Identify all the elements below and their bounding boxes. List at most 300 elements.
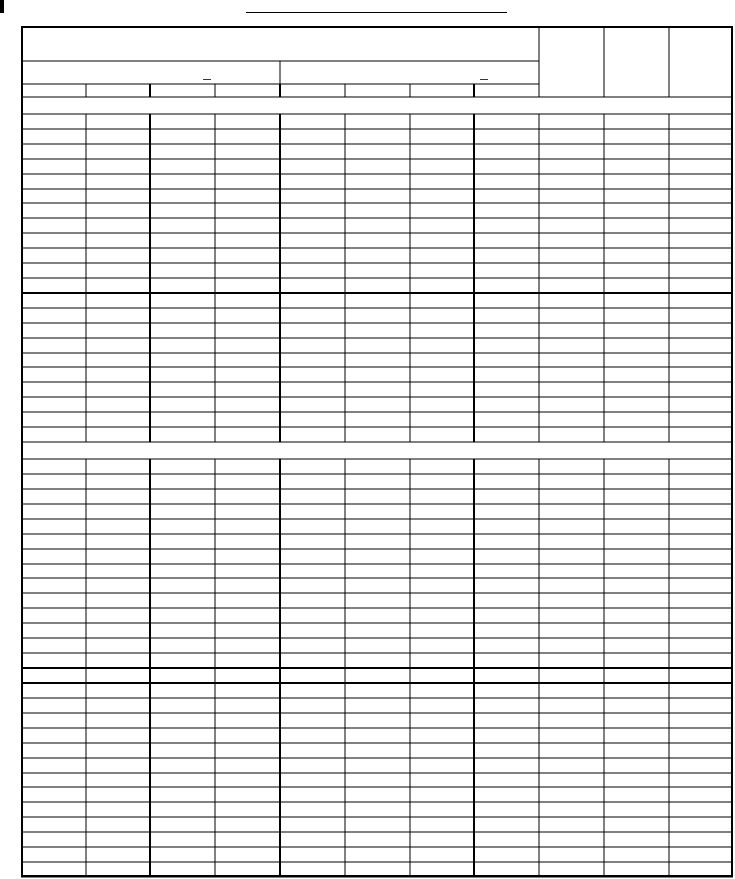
table-cell[interactable] — [669, 549, 733, 564]
table-cell[interactable] — [410, 159, 474, 174]
table-cell[interactable] — [21, 653, 86, 668]
table-cell[interactable] — [604, 847, 669, 862]
table-cell[interactable] — [604, 564, 669, 579]
table-cell[interactable] — [150, 338, 215, 353]
table-cell[interactable] — [150, 474, 215, 489]
table-cell[interactable] — [215, 427, 280, 442]
table-cell[interactable] — [410, 293, 474, 308]
table-cell[interactable] — [474, 248, 539, 263]
table-cell[interactable] — [21, 308, 86, 323]
table-cell[interactable] — [345, 293, 410, 308]
table-cell[interactable] — [21, 787, 86, 802]
table-cell[interactable] — [410, 353, 474, 368]
table-cell[interactable] — [410, 474, 474, 489]
table-cell[interactable] — [474, 787, 539, 802]
table-cell[interactable] — [669, 263, 733, 278]
table-cell[interactable] — [280, 653, 345, 668]
table-cell[interactable] — [539, 144, 604, 159]
table-cell[interactable] — [539, 787, 604, 802]
table-cell[interactable] — [86, 144, 150, 159]
table-cell[interactable] — [604, 338, 669, 353]
table-cell[interactable] — [150, 218, 215, 233]
table-cell[interactable] — [215, 323, 280, 338]
table-cell[interactable] — [345, 308, 410, 323]
table-cell[interactable] — [474, 427, 539, 442]
table-cell[interactable] — [280, 787, 345, 802]
table-cell[interactable] — [474, 758, 539, 773]
table-cell[interactable] — [150, 564, 215, 579]
table-cell[interactable] — [539, 668, 604, 683]
table-cell[interactable] — [150, 263, 215, 278]
table-cell[interactable] — [86, 832, 150, 847]
table-cell[interactable] — [215, 743, 280, 758]
table-cell[interactable] — [539, 233, 604, 248]
table-cell[interactable] — [215, 787, 280, 802]
table-cell[interactable] — [669, 758, 733, 773]
table-cell[interactable] — [215, 519, 280, 534]
table-cell[interactable] — [345, 593, 410, 608]
table-cell[interactable] — [604, 189, 669, 204]
table-cell[interactable] — [345, 174, 410, 189]
table-cell[interactable] — [410, 593, 474, 608]
table-cell[interactable] — [215, 159, 280, 174]
table-cell[interactable] — [21, 218, 86, 233]
table-cell[interactable] — [474, 713, 539, 728]
table-cell[interactable] — [345, 832, 410, 847]
table-cell[interactable] — [410, 367, 474, 382]
table-cell[interactable] — [345, 787, 410, 802]
table-cell[interactable] — [150, 353, 215, 368]
table-cell[interactable] — [21, 549, 86, 564]
table-cell[interactable] — [21, 353, 86, 368]
table-cell[interactable] — [215, 668, 280, 683]
table-cell[interactable] — [474, 174, 539, 189]
table-cell[interactable] — [21, 144, 86, 159]
table-cell[interactable] — [474, 683, 539, 698]
table-cell[interactable] — [410, 397, 474, 412]
table-cell[interactable] — [280, 862, 345, 877]
table-cell[interactable] — [410, 323, 474, 338]
table-cell[interactable] — [539, 353, 604, 368]
table-cell[interactable] — [539, 758, 604, 773]
table-cell[interactable] — [215, 698, 280, 713]
table-cell[interactable] — [604, 534, 669, 549]
table-cell[interactable] — [86, 427, 150, 442]
table-cell[interactable] — [21, 534, 86, 549]
table-cell[interactable] — [410, 504, 474, 519]
table-cell[interactable] — [345, 129, 410, 144]
table-cell[interactable] — [86, 382, 150, 397]
table-cell[interactable] — [150, 698, 215, 713]
table-cell[interactable] — [215, 608, 280, 623]
table-cell[interactable] — [215, 338, 280, 353]
table-cell[interactable] — [474, 397, 539, 412]
table-cell[interactable] — [86, 564, 150, 579]
table-cell[interactable] — [539, 382, 604, 397]
table-cell[interactable] — [669, 412, 733, 427]
table-cell[interactable] — [280, 474, 345, 489]
left-group-fill-field[interactable] — [203, 70, 211, 80]
table-cell[interactable] — [86, 638, 150, 653]
table-cell[interactable] — [280, 578, 345, 593]
table-cell[interactable] — [474, 338, 539, 353]
table-cell[interactable] — [150, 773, 215, 788]
table-cell[interactable] — [410, 189, 474, 204]
table-cell[interactable] — [345, 114, 410, 129]
table-cell[interactable] — [474, 519, 539, 534]
table-cell[interactable] — [539, 773, 604, 788]
table-cell[interactable] — [150, 114, 215, 129]
table-cell[interactable] — [539, 174, 604, 189]
table-cell[interactable] — [474, 189, 539, 204]
table-cell[interactable] — [539, 847, 604, 862]
table-cell[interactable] — [474, 847, 539, 862]
table-cell[interactable] — [150, 758, 215, 773]
table-cell[interactable] — [86, 114, 150, 129]
table-cell[interactable] — [150, 367, 215, 382]
table-cell[interactable] — [215, 504, 280, 519]
table-cell[interactable] — [345, 698, 410, 713]
table-cell[interactable] — [604, 519, 669, 534]
table-cell[interactable] — [539, 593, 604, 608]
table-cell[interactable] — [345, 608, 410, 623]
table-cell[interactable] — [215, 459, 280, 474]
right-group-fill-field[interactable] — [480, 70, 488, 80]
table-cell[interactable] — [345, 683, 410, 698]
table-cell[interactable] — [21, 474, 86, 489]
table-cell[interactable] — [21, 758, 86, 773]
table-cell[interactable] — [604, 802, 669, 817]
table-cell[interactable] — [215, 474, 280, 489]
table-cell[interactable] — [345, 189, 410, 204]
table-cell[interactable] — [345, 668, 410, 683]
table-cell[interactable] — [215, 233, 280, 248]
table-cell[interactable] — [539, 323, 604, 338]
table-cell[interactable] — [21, 817, 86, 832]
table-cell[interactable] — [345, 743, 410, 758]
table-cell[interactable] — [669, 129, 733, 144]
table-cell[interactable] — [280, 698, 345, 713]
table-cell[interactable] — [86, 308, 150, 323]
table-cell[interactable] — [280, 534, 345, 549]
table-cell[interactable] — [21, 248, 86, 263]
table-cell[interactable] — [410, 698, 474, 713]
table-cell[interactable] — [539, 713, 604, 728]
table-cell[interactable] — [215, 189, 280, 204]
table-cell[interactable] — [280, 489, 345, 504]
table-cell[interactable] — [86, 549, 150, 564]
table-cell[interactable] — [21, 668, 86, 683]
table-cell[interactable] — [280, 847, 345, 862]
table-cell[interactable] — [539, 203, 604, 218]
table-cell[interactable] — [539, 474, 604, 489]
table-cell[interactable] — [669, 847, 733, 862]
table-cell[interactable] — [21, 278, 86, 293]
table-cell[interactable] — [280, 367, 345, 382]
table-cell[interactable] — [21, 367, 86, 382]
table-cell[interactable] — [669, 698, 733, 713]
table-cell[interactable] — [150, 248, 215, 263]
table-cell[interactable] — [539, 564, 604, 579]
table-cell[interactable] — [280, 293, 345, 308]
table-cell[interactable] — [86, 203, 150, 218]
table-cell[interactable] — [150, 233, 215, 248]
table-cell[interactable] — [21, 847, 86, 862]
table-cell[interactable] — [539, 338, 604, 353]
table-cell[interactable] — [215, 817, 280, 832]
table-cell[interactable] — [669, 504, 733, 519]
table-cell[interactable] — [150, 293, 215, 308]
table-cell[interactable] — [539, 397, 604, 412]
table-cell[interactable] — [539, 549, 604, 564]
table-cell[interactable] — [539, 159, 604, 174]
table-cell[interactable] — [604, 504, 669, 519]
table-cell[interactable] — [215, 623, 280, 638]
table-cell[interactable] — [604, 623, 669, 638]
table-cell[interactable] — [474, 278, 539, 293]
table-cell[interactable] — [410, 728, 474, 743]
table-cell[interactable] — [474, 578, 539, 593]
table-cell[interactable] — [539, 862, 604, 877]
table-cell[interactable] — [410, 802, 474, 817]
table-cell[interactable] — [474, 353, 539, 368]
table-cell[interactable] — [86, 233, 150, 248]
table-cell[interactable] — [604, 427, 669, 442]
table-cell[interactable] — [150, 519, 215, 534]
table-cell[interactable] — [474, 114, 539, 129]
table-cell[interactable] — [669, 474, 733, 489]
table-cell[interactable] — [539, 129, 604, 144]
table-cell[interactable] — [280, 159, 345, 174]
table-cell[interactable] — [410, 459, 474, 474]
table-cell[interactable] — [539, 114, 604, 129]
table-cell[interactable] — [345, 713, 410, 728]
table-cell[interactable] — [150, 174, 215, 189]
table-cell[interactable] — [345, 847, 410, 862]
table-cell[interactable] — [21, 114, 86, 129]
table-cell[interactable] — [474, 802, 539, 817]
table-cell[interactable] — [539, 427, 604, 442]
table-cell[interactable] — [21, 713, 86, 728]
table-cell[interactable] — [604, 412, 669, 427]
table-cell[interactable] — [474, 129, 539, 144]
table-cell[interactable] — [410, 653, 474, 668]
table-cell[interactable] — [150, 743, 215, 758]
table-cell[interactable] — [669, 743, 733, 758]
table-cell[interactable] — [410, 549, 474, 564]
table-cell[interactable] — [345, 504, 410, 519]
table-cell[interactable] — [410, 519, 474, 534]
table-cell[interactable] — [345, 338, 410, 353]
table-cell[interactable] — [474, 549, 539, 564]
table-cell[interactable] — [86, 129, 150, 144]
table-cell[interactable] — [150, 847, 215, 862]
table-cell[interactable] — [21, 519, 86, 534]
table-cell[interactable] — [345, 564, 410, 579]
table-cell[interactable] — [280, 248, 345, 263]
table-cell[interactable] — [604, 549, 669, 564]
table-cell[interactable] — [21, 743, 86, 758]
table-cell[interactable] — [86, 758, 150, 773]
table-cell[interactable] — [345, 218, 410, 233]
table-cell[interactable] — [345, 623, 410, 638]
table-cell[interactable] — [150, 159, 215, 174]
table-cell[interactable] — [21, 698, 86, 713]
table-cell[interactable] — [150, 862, 215, 877]
table-cell[interactable] — [539, 802, 604, 817]
table-cell[interactable] — [604, 743, 669, 758]
table-cell[interactable] — [604, 263, 669, 278]
table-cell[interactable] — [150, 129, 215, 144]
table-cell[interactable] — [604, 713, 669, 728]
table-cell[interactable] — [669, 218, 733, 233]
table-cell[interactable] — [345, 278, 410, 293]
table-cell[interactable] — [280, 802, 345, 817]
table-cell[interactable] — [410, 263, 474, 278]
table-cell[interactable] — [150, 668, 215, 683]
table-cell[interactable] — [669, 802, 733, 817]
table-cell[interactable] — [604, 728, 669, 743]
table-cell[interactable] — [669, 203, 733, 218]
table-cell[interactable] — [604, 382, 669, 397]
table-cell[interactable] — [539, 578, 604, 593]
table-cell[interactable] — [539, 218, 604, 233]
table-cell[interactable] — [539, 728, 604, 743]
table-cell[interactable] — [474, 638, 539, 653]
table-cell[interactable] — [280, 549, 345, 564]
table-cell[interactable] — [669, 787, 733, 802]
table-cell[interactable] — [280, 773, 345, 788]
table-cell[interactable] — [539, 412, 604, 427]
table-cell[interactable] — [345, 233, 410, 248]
table-cell[interactable] — [280, 683, 345, 698]
table-cell[interactable] — [215, 847, 280, 862]
table-cell[interactable] — [669, 713, 733, 728]
table-cell[interactable] — [474, 459, 539, 474]
table-cell[interactable] — [474, 862, 539, 877]
table-cell[interactable] — [539, 459, 604, 474]
table-cell[interactable] — [280, 203, 345, 218]
table-cell[interactable] — [410, 683, 474, 698]
table-cell[interactable] — [604, 144, 669, 159]
table-cell[interactable] — [21, 489, 86, 504]
table-cell[interactable] — [345, 534, 410, 549]
table-cell[interactable] — [669, 278, 733, 293]
table-cell[interactable] — [280, 832, 345, 847]
table-cell[interactable] — [410, 412, 474, 427]
table-cell[interactable] — [604, 293, 669, 308]
table-cell[interactable] — [604, 773, 669, 788]
table-cell[interactable] — [86, 489, 150, 504]
table-cell[interactable] — [669, 623, 733, 638]
table-cell[interactable] — [345, 728, 410, 743]
table-cell[interactable] — [86, 653, 150, 668]
table-cell[interactable] — [474, 159, 539, 174]
table-cell[interactable] — [410, 174, 474, 189]
table-cell[interactable] — [215, 203, 280, 218]
table-cell[interactable] — [280, 608, 345, 623]
table-cell[interactable] — [604, 489, 669, 504]
table-cell[interactable] — [604, 698, 669, 713]
table-cell[interactable] — [86, 353, 150, 368]
table-cell[interactable] — [410, 427, 474, 442]
table-cell[interactable] — [604, 397, 669, 412]
table-cell[interactable] — [215, 353, 280, 368]
table-cell[interactable] — [280, 353, 345, 368]
table-cell[interactable] — [669, 668, 733, 683]
table-cell[interactable] — [280, 233, 345, 248]
table-cell[interactable] — [410, 203, 474, 218]
table-cell[interactable] — [86, 728, 150, 743]
table-cell[interactable] — [604, 832, 669, 847]
table-cell[interactable] — [669, 367, 733, 382]
table-cell[interactable] — [21, 459, 86, 474]
table-cell[interactable] — [280, 713, 345, 728]
table-cell[interactable] — [539, 534, 604, 549]
table-cell[interactable] — [604, 758, 669, 773]
table-cell[interactable] — [280, 263, 345, 278]
table-cell[interactable] — [215, 832, 280, 847]
table-cell[interactable] — [150, 397, 215, 412]
table-cell[interactable] — [280, 668, 345, 683]
table-cell[interactable] — [215, 713, 280, 728]
table-cell[interactable] — [280, 638, 345, 653]
table-cell[interactable] — [474, 817, 539, 832]
table-cell[interactable] — [345, 802, 410, 817]
table-cell[interactable] — [410, 382, 474, 397]
table-cell[interactable] — [345, 323, 410, 338]
table-cell[interactable] — [280, 412, 345, 427]
table-cell[interactable] — [345, 653, 410, 668]
table-cell[interactable] — [669, 248, 733, 263]
table-cell[interactable] — [474, 203, 539, 218]
table-cell[interactable] — [410, 248, 474, 263]
table-cell[interactable] — [345, 159, 410, 174]
table-cell[interactable] — [86, 773, 150, 788]
table-cell[interactable] — [345, 489, 410, 504]
table-cell[interactable] — [345, 459, 410, 474]
table-cell[interactable] — [215, 489, 280, 504]
table-cell[interactable] — [410, 144, 474, 159]
table-cell[interactable] — [474, 489, 539, 504]
table-cell[interactable] — [21, 728, 86, 743]
table-cell[interactable] — [280, 129, 345, 144]
table-cell[interactable] — [669, 338, 733, 353]
table-cell[interactable] — [345, 817, 410, 832]
table-cell[interactable] — [215, 248, 280, 263]
table-cell[interactable] — [150, 578, 215, 593]
table-cell[interactable] — [215, 534, 280, 549]
table-cell[interactable] — [604, 817, 669, 832]
table-cell[interactable] — [215, 144, 280, 159]
table-cell[interactable] — [345, 203, 410, 218]
table-cell[interactable] — [669, 773, 733, 788]
table-cell[interactable] — [215, 578, 280, 593]
table-cell[interactable] — [86, 263, 150, 278]
table-cell[interactable] — [410, 534, 474, 549]
table-cell[interactable] — [604, 129, 669, 144]
table-cell[interactable] — [86, 743, 150, 758]
table-cell[interactable] — [21, 427, 86, 442]
table-cell[interactable] — [604, 638, 669, 653]
table-cell[interactable] — [474, 382, 539, 397]
table-cell[interactable] — [345, 397, 410, 412]
table-cell[interactable] — [86, 278, 150, 293]
table-cell[interactable] — [86, 323, 150, 338]
table-cell[interactable] — [474, 728, 539, 743]
table-cell[interactable] — [604, 308, 669, 323]
table-cell[interactable] — [150, 653, 215, 668]
